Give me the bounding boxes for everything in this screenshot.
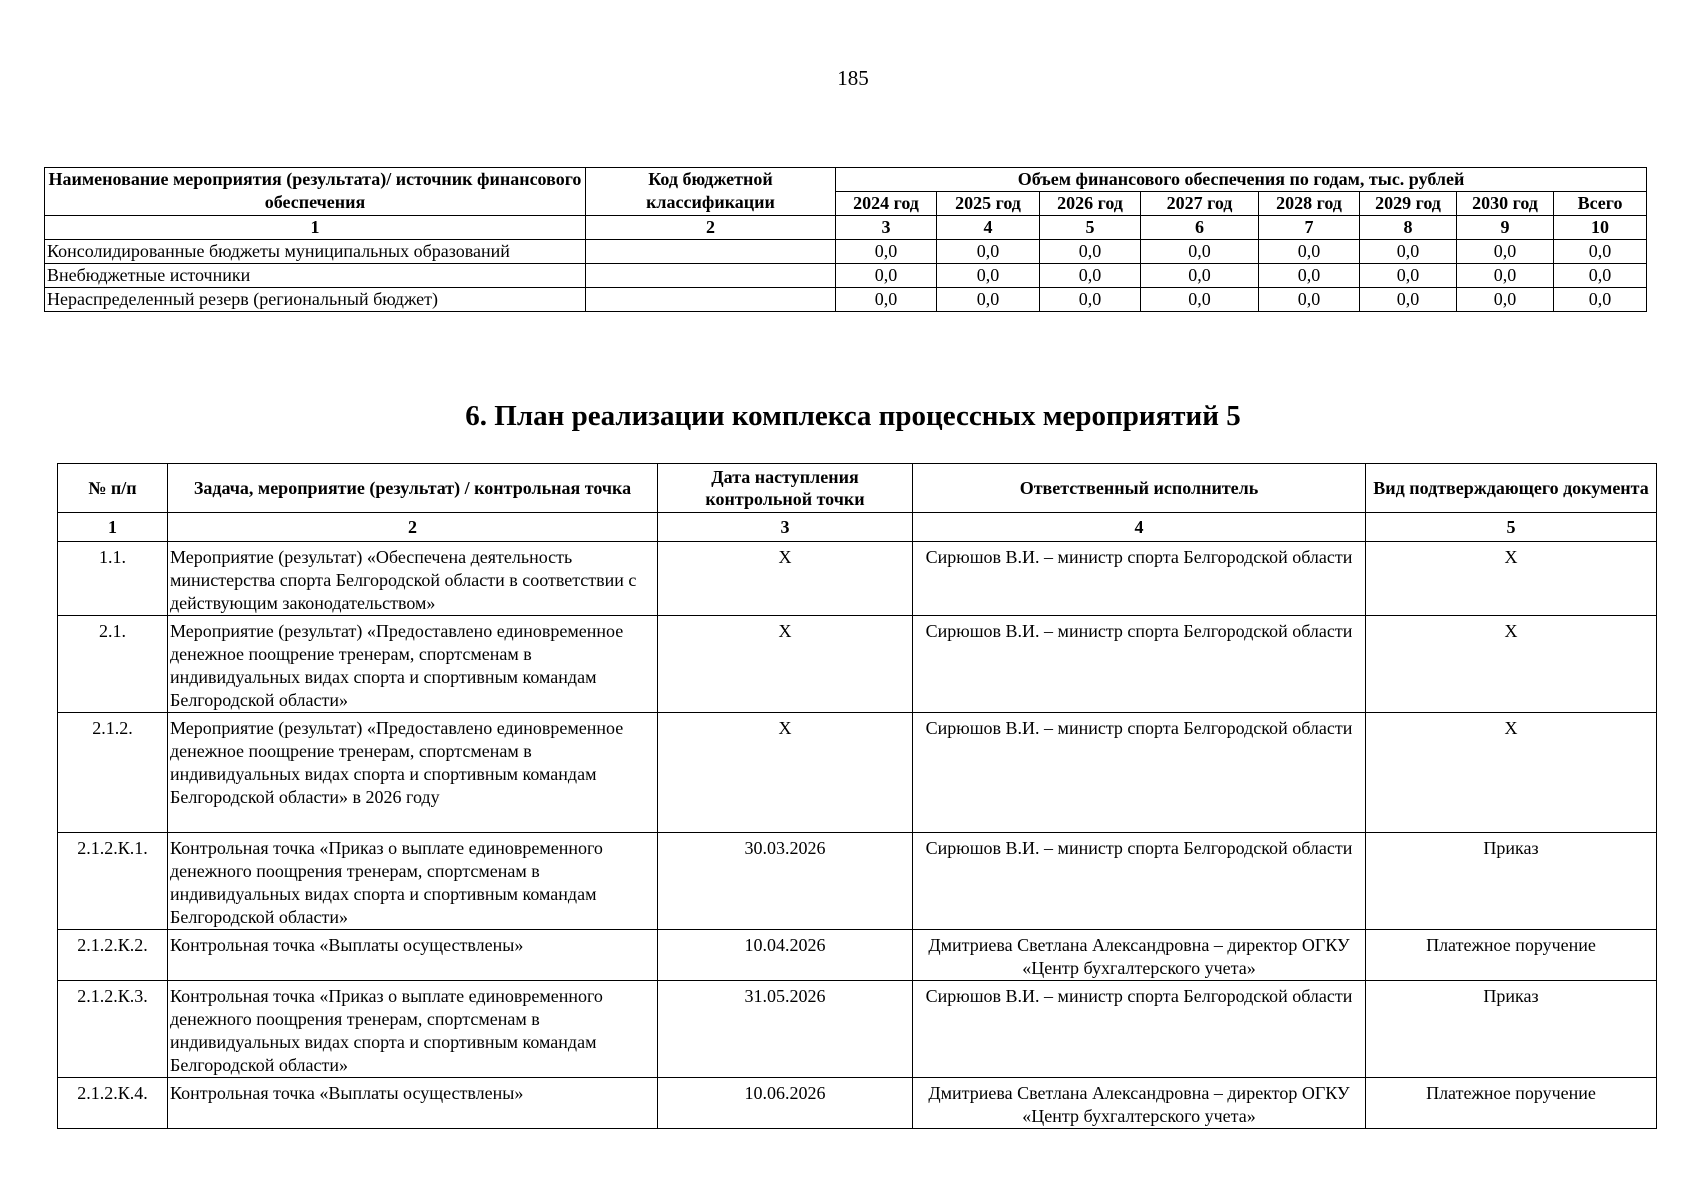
- value-cell: 0,0: [1259, 264, 1360, 288]
- finance-header-name: Наименование мероприятия (результата)/ источник финансового обеспечения: [45, 168, 586, 216]
- document-type: Приказ: [1366, 981, 1657, 1078]
- row-number: 2.1.2.К.1.: [58, 833, 168, 930]
- index-cell: 9: [1457, 216, 1554, 240]
- page-number: 185: [837, 66, 869, 90]
- row-number: 2.1.2.К.4.: [58, 1078, 168, 1129]
- table-row: [45, 264, 1647, 288]
- budget-code: [586, 288, 836, 312]
- total-cell: 0,0: [1554, 288, 1647, 312]
- plan-header-num: № п/п: [58, 464, 168, 513]
- responsible-person: Дмитриева Светлана Александровна – директор ОГКУ «Центр бухгалтерского учета»: [913, 1078, 1366, 1129]
- index-cell: 2: [586, 216, 836, 240]
- responsible-person: Дмитриева Светлана Александровна – директор ОГКУ «Центр бухгалтерского учета»: [913, 930, 1366, 981]
- row-number: 2.1.2.К.3.: [58, 981, 168, 1078]
- value-cell: 0,0: [1259, 240, 1360, 264]
- source-name: Нераспределенный резерв (региональный бюджет): [45, 288, 586, 312]
- document-type: Приказ: [1366, 833, 1657, 930]
- plan-header-responsible: Ответственный исполнитель: [913, 464, 1366, 513]
- index-cell: 10: [1554, 216, 1647, 240]
- value-cell: 0,0: [937, 264, 1040, 288]
- value-cell: 0,0: [836, 264, 937, 288]
- document-type: X: [1366, 542, 1657, 616]
- plan-index-row: [58, 513, 1657, 542]
- task-text: Мероприятие (результат) «Обеспечена деятельность министерства спорта Белгородской области в соответствии с действующим законодательством»: [168, 542, 658, 616]
- task-text: Мероприятие (результат) «Предоставлено единовременное денежное поощрение тренерам, спортсменам в индивидуальных видах спорта и спортивным командам Белгородской области» в 2026 году: [168, 713, 658, 833]
- checkpoint-date: 10.06.2026: [658, 1078, 913, 1129]
- task-text: Контрольная точка «Выплаты осуществлены»: [168, 930, 658, 981]
- document-type: Платежное поручение: [1366, 930, 1657, 981]
- finance-header-year: 2029 год: [1360, 192, 1457, 216]
- finance-table: [44, 167, 1647, 312]
- checkpoint-date: X: [658, 713, 913, 833]
- budget-code: [586, 240, 836, 264]
- index-cell: 5: [1040, 216, 1141, 240]
- table-row: [45, 240, 1647, 264]
- finance-header-year: 2028 год: [1259, 192, 1360, 216]
- value-cell: 0,0: [836, 288, 937, 312]
- value-cell: 0,0: [836, 240, 937, 264]
- finance-header-year: 2026 год: [1040, 192, 1141, 216]
- index-cell: 2: [168, 513, 658, 542]
- checkpoint-date: 30.03.2026: [658, 833, 913, 930]
- document-type: Платежное поручение: [1366, 1078, 1657, 1129]
- document-type: X: [1366, 616, 1657, 713]
- value-cell: 0,0: [937, 240, 1040, 264]
- value-cell: 0,0: [1457, 288, 1554, 312]
- value-cell: 0,0: [1457, 240, 1554, 264]
- responsible-person: Сирюшов В.И. – министр спорта Белгородской области: [913, 542, 1366, 616]
- plan-header-task: Задача, мероприятие (результат) / контрольная точка: [168, 464, 658, 513]
- row-number: 2.1.: [58, 616, 168, 713]
- value-cell: 0,0: [1360, 288, 1457, 312]
- task-text: Контрольная точка «Выплаты осуществлены»: [168, 1078, 658, 1129]
- value-cell: 0,0: [1259, 288, 1360, 312]
- checkpoint-date: X: [658, 616, 913, 713]
- finance-header-code: Код бюджетной классификации: [586, 168, 836, 216]
- checkpoint-date: 31.05.2026: [658, 981, 913, 1078]
- table-row: [58, 833, 1657, 930]
- value-cell: 0,0: [1141, 288, 1259, 312]
- table-row: [58, 981, 1657, 1078]
- index-cell: 8: [1360, 216, 1457, 240]
- finance-header-year: 2027 год: [1141, 192, 1259, 216]
- row-number: 2.1.2.К.2.: [58, 930, 168, 981]
- task-text: Контрольная точка «Приказ о выплате единовременного денежного поощрения тренерам, спортсменам в индивидуальных видах спорта и спортивным командам Белгородской области»: [168, 981, 658, 1078]
- value-cell: 0,0: [1040, 288, 1141, 312]
- value-cell: 0,0: [1040, 264, 1141, 288]
- value-cell: 0,0: [1141, 240, 1259, 264]
- finance-header-year: 2025 год: [937, 192, 1040, 216]
- document-type: X: [1366, 713, 1657, 833]
- index-cell: 1: [58, 513, 168, 542]
- source-name: Консолидированные бюджеты муниципальных образований: [45, 240, 586, 264]
- table-row: [58, 930, 1657, 981]
- index-cell: 4: [937, 216, 1040, 240]
- finance-header-year: 2030 год: [1457, 192, 1554, 216]
- task-text: Контрольная точка «Приказ о выплате единовременного денежного поощрения тренерам, спортсменам в индивидуальных видах спорта и спортивным командам Белгородской области»: [168, 833, 658, 930]
- value-cell: 0,0: [1040, 240, 1141, 264]
- index-cell: 3: [658, 513, 913, 542]
- plan-header-document: Вид подтверждающего документа: [1366, 464, 1657, 513]
- responsible-person: Сирюшов В.И. – министр спорта Белгородской области: [913, 981, 1366, 1078]
- finance-header-total: Всего: [1554, 192, 1647, 216]
- value-cell: 0,0: [1457, 264, 1554, 288]
- index-cell: 3: [836, 216, 937, 240]
- table-row: [58, 542, 1657, 616]
- value-cell: 0,0: [937, 288, 1040, 312]
- budget-code: [586, 264, 836, 288]
- responsible-person: Сирюшов В.И. – министр спорта Белгородской области: [913, 616, 1366, 713]
- checkpoint-date: X: [658, 542, 913, 616]
- finance-header-volume: Объем финансового обеспечения по годам, тыс. рублей: [836, 168, 1647, 192]
- table-row: [58, 616, 1657, 713]
- table-row: [45, 288, 1647, 312]
- value-cell: 0,0: [1141, 264, 1259, 288]
- plan-table: [57, 463, 1657, 1129]
- row-number: 1.1.: [58, 542, 168, 616]
- value-cell: 0,0: [1360, 240, 1457, 264]
- task-text: Мероприятие (результат) «Предоставлено единовременное денежное поощрение тренерам, спортсменам в индивидуальных видах спорта и спортивным командам Белгородской области»: [168, 616, 658, 713]
- index-cell: 6: [1141, 216, 1259, 240]
- finance-index-row: [45, 216, 1647, 240]
- index-cell: 4: [913, 513, 1366, 542]
- source-name: Внебюджетные источники: [45, 264, 586, 288]
- total-cell: 0,0: [1554, 264, 1647, 288]
- section-title: 6. План реализации комплекса процессных мероприятий 5: [465, 400, 1241, 432]
- index-cell: 7: [1259, 216, 1360, 240]
- row-number: 2.1.2.: [58, 713, 168, 833]
- checkpoint-date: 10.04.2026: [658, 930, 913, 981]
- finance-header-year: 2024 год: [836, 192, 937, 216]
- table-row: [58, 1078, 1657, 1129]
- responsible-person: Сирюшов В.И. – министр спорта Белгородской области: [913, 713, 1366, 833]
- value-cell: 0,0: [1360, 264, 1457, 288]
- table-row: [58, 713, 1657, 833]
- responsible-person: Сирюшов В.И. – министр спорта Белгородской области: [913, 833, 1366, 930]
- index-cell: 1: [45, 216, 586, 240]
- index-cell: 5: [1366, 513, 1657, 542]
- total-cell: 0,0: [1554, 240, 1647, 264]
- plan-header-date: Дата наступления контрольной точки: [658, 464, 913, 513]
